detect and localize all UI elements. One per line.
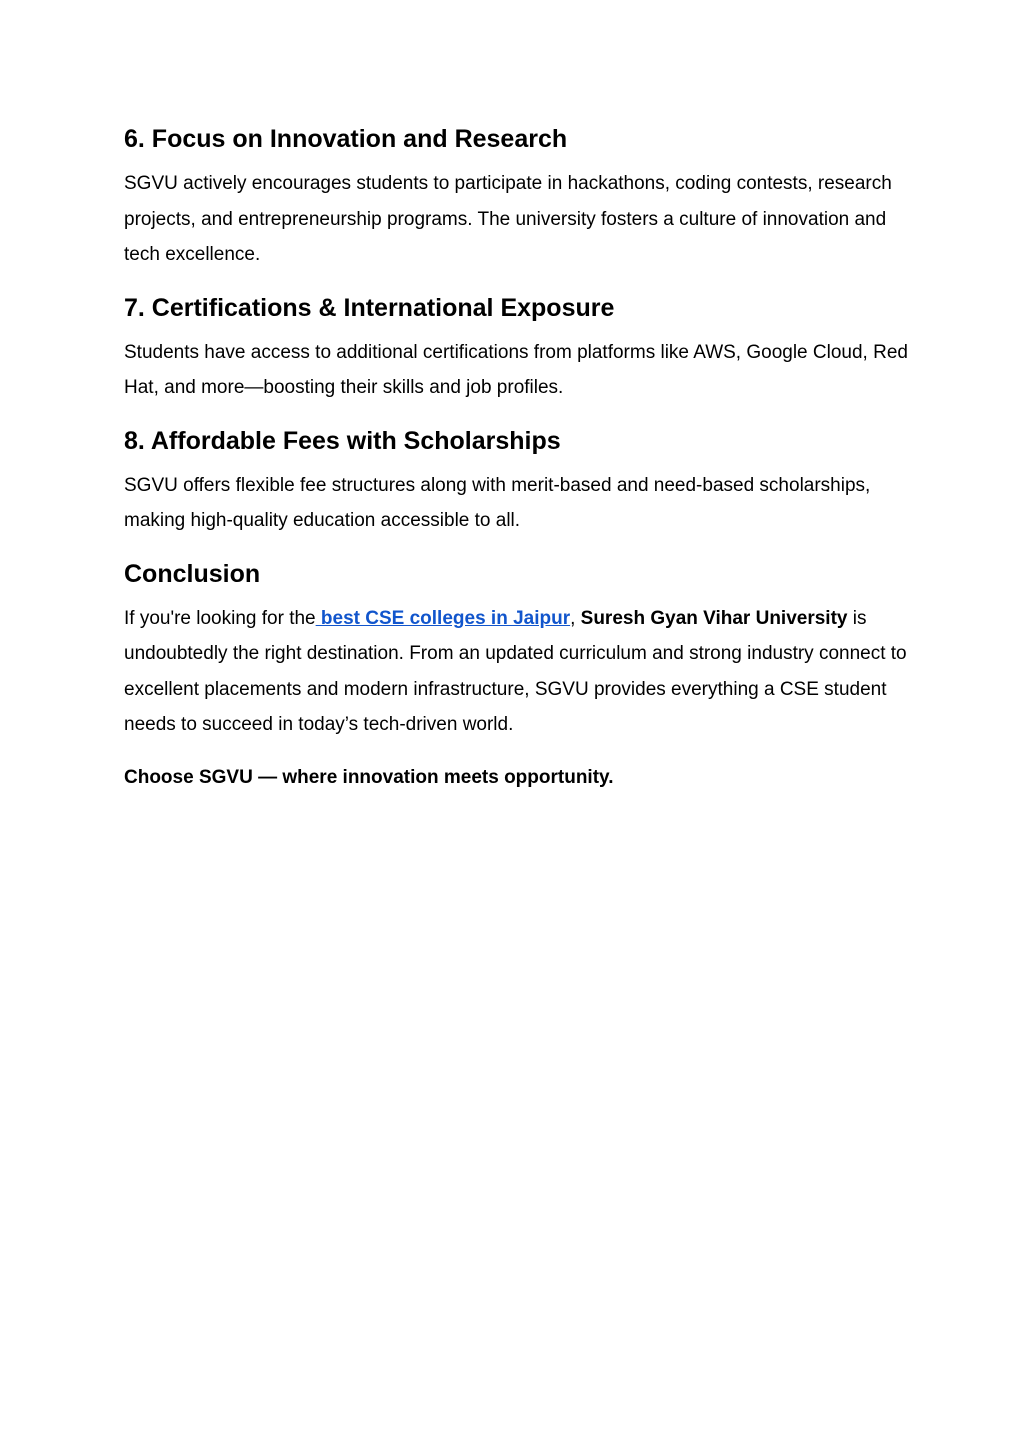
section-body: SGVU actively encourages students to participate in hackathons, coding contests, research projects, and entrepreneurship programs. The university fosters a culture of innovation and tech excellence.: [124, 173, 892, 265]
section-heading: 7. Certifications & International Exposure: [124, 293, 615, 322]
section-innovation-research: [124, 118, 914, 273]
conclusion-heading: Conclusion: [124, 559, 261, 588]
section-body: Students have access to additional certifications from platforms like AWS, Google Cloud, Red Hat, and more—boosting their skills and job profiles.: [124, 341, 908, 398]
section-certifications: [124, 287, 914, 406]
section-heading: 8. Affordable Fees with Scholarships: [124, 426, 561, 455]
best-cse-colleges-link[interactable]: best CSE colleges in Jaipur: [315, 607, 571, 629]
section-heading: 6. Focus on Innovation and Research: [124, 125, 568, 153]
conclusion-body: [124, 601, 914, 743]
section-affordable-fees: [124, 420, 914, 539]
section-conclusion: [124, 553, 914, 796]
conclusion-rest: is undoubtedly the right destination. From an updated curriculum and strong industry connect to excellent placements and modern infrastructure, SGVU provides everything a CSE student needs to succeed in today’s tech-driven world.: [124, 607, 907, 735]
conclusion-comma: ,: [570, 607, 581, 629]
document-page: [124, 118, 914, 809]
closing-statement: Choose SGVU — where innovation meets opportunity.: [124, 766, 614, 788]
conclusion-intro: If you're looking for the: [124, 607, 316, 629]
section-body: SGVU offers flexible fee structures along with merit-based and need-based scholarships, making high-quality education accessible to all.: [124, 474, 871, 531]
university-name: Suresh Gyan Vihar University: [580, 607, 848, 629]
